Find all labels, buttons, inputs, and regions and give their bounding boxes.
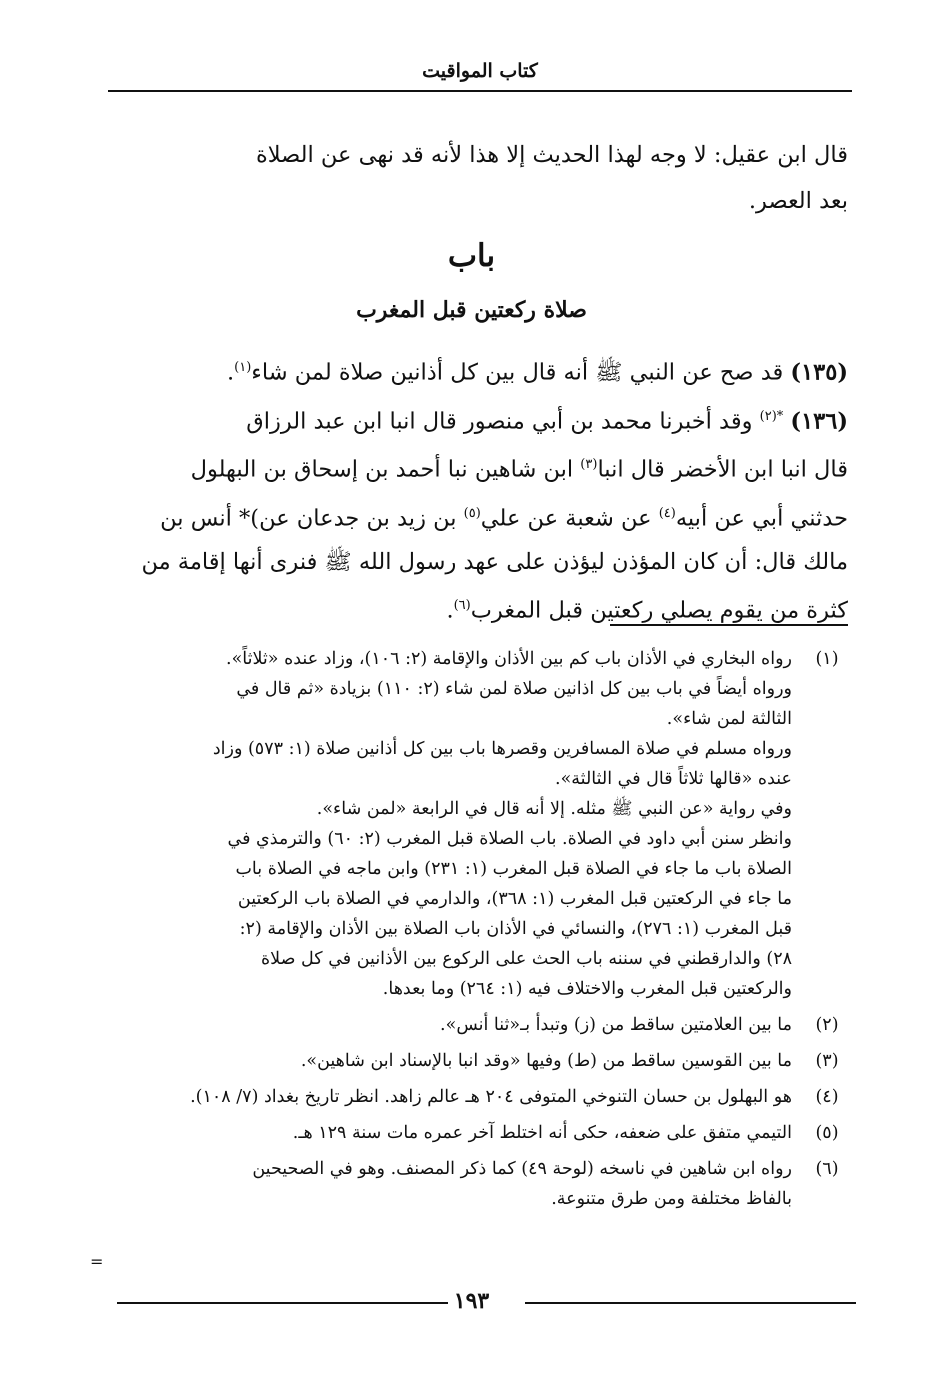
hadith-135 — [95, 346, 848, 395]
footnote-line: رواه البخاري في الأذان باب كم بين الأذان والإقامة (٢: ١٠٦)، وزاد عنده «ثلاثاً». — [226, 649, 792, 669]
hadith-136-line — [95, 443, 848, 492]
footnote-number: (٢) — [815, 1015, 839, 1035]
footnote-line: ٢٨) والدارقطني في سننه باب الحث على الركوع بين الأذانين في كل صلاة — [261, 949, 792, 969]
footnote-separator — [610, 624, 848, 626]
footnote-line: رواه ابن شاهين في ناسخه (لوحة ٤٩) كما ذكر المصنف. وهو في الصحيحين — [252, 1159, 792, 1179]
footnote-line: والركعتين قبل المغرب والاختلاف فيه (١: ٢٦٤) وما بعدها. — [382, 979, 792, 999]
hadith-text: مالك قال: أن كان المؤذن ليؤذن على عهد رسول الله ﷺ فنرى أنها إقامة من — [141, 549, 848, 575]
footnote-ref: (٤) — [658, 505, 676, 521]
footnote-line: التيمي متفق على ضعفه، حكى أنه اختلط آخر عمره مات سنة ١٢٩ هـ. — [292, 1123, 792, 1143]
footnote-line: بالفاظ مختلفة ومن طرق متنوعة. — [551, 1189, 792, 1209]
footnote-ref: (٦) — [453, 598, 471, 613]
footnote-ref: (٢) — [759, 408, 777, 424]
footnote-number: (٣) — [815, 1051, 839, 1071]
hadith-text: حدثني أبي عن أبيه — [675, 505, 848, 531]
hadith-number: (١٣٦) — [790, 408, 848, 434]
header-rule — [108, 90, 852, 92]
hadith-136-line — [95, 492, 848, 541]
hadith-text: بن زيد بن جدعان عن)* أنس بن — [160, 505, 464, 531]
footnote-line: ما بين العلامتين ساقط من (ز) وتبدأ بـ«ثنا أنس». — [440, 1015, 792, 1035]
bracket-mark: * — [776, 408, 784, 424]
footnote-2 — [110, 1010, 848, 1040]
footnote-line: وانظر سنن أبي داود في الصلاة. باب الصلاة قبل المغرب (٢: ٦٠) والترمذي في — [227, 829, 792, 849]
hadith-text: قد صح عن النبي ﷺ أنه قال بين كل أذانين صلاة لمن شاء — [251, 359, 784, 386]
footnote-number: (١) — [815, 649, 839, 669]
footnote-number: (٦) — [815, 1159, 839, 1179]
intro-line: قال ابن عقيل: لا وجه لهذا الحديث إلا هذا لأنه قد نهى عن الصلاة — [255, 142, 848, 168]
footnote-line: ما جاء في الركعتين قبل المغرب (١: ٣٦٨)، والدارمي في الصلاة باب الركعتين — [237, 889, 792, 909]
footnote-4 — [110, 1082, 848, 1112]
footnote-line: وفي رواية «عن النبي ﷺ مثله. إلا أنه قال في الرابعة «لمن شاء». — [316, 799, 792, 819]
footnote-line: عنده «قالها ثلاثاً قال في الثالثة». — [555, 769, 792, 789]
punctuation: . — [446, 597, 454, 624]
footnote-line: ورواه مسلم في صلاة المسافرين وقصرها باب بين كل أذانين صلاة (١: ٥٧٣) وزاد — [212, 739, 792, 759]
footnote-ref: (١) — [234, 360, 252, 375]
hadith-text: قال انبا ابن الأخضر قال انبا — [597, 456, 848, 483]
chapter-title: صلاة ركعتين قبل المغرب — [356, 297, 587, 323]
footnote-line: الثالثة لمن شاء». — [666, 709, 792, 729]
continuation-mark: = — [90, 1252, 104, 1271]
hadith-text: عن شعبة عن علي — [480, 505, 659, 531]
footnote-line: ورواه أيضاً في باب بين كل اذانين صلاة لمن شاء (٢: ١١٠) بزيادة «ثم قال في — [236, 679, 792, 699]
footnote-1 — [110, 644, 848, 1004]
footnote-5 — [110, 1118, 848, 1148]
chapter-heading: باب — [447, 238, 496, 274]
footnote-6 — [110, 1154, 848, 1214]
footnote-ref: (٥) — [463, 505, 481, 521]
footnote-line: هو البهلول بن حسان التنوخي المتوفى ٢٠٤ هـ عالم زاهد. انظر تاريخ بغداد (٧/ ١٠٨). — [190, 1087, 792, 1107]
hadith-136-line — [95, 540, 848, 584]
intro-paragraph — [108, 132, 848, 224]
hadith-text: ابن شاهين نبا أحمد بن إسحاق بن البهلول — [190, 456, 581, 483]
footer-rule-right — [525, 1302, 856, 1304]
hadith-136-line — [95, 395, 848, 444]
footnote-line: قبل المغرب (١: ٢٧٦)، والنسائي في الأذان باب الصلاة بين الأذان والإقامة (٢: — [239, 919, 792, 939]
footnote-line: الصلاة باب ما جاء في الصلاة قبل المغرب (١: ٢٣١) وابن ماجه في الصلاة باب — [235, 859, 792, 879]
intro-line: بعد العصر. — [748, 188, 848, 214]
running-head-title: كتاب المواقيت — [422, 60, 538, 82]
footnote-line: ما بين القوسين ساقط من (ط) وفيها «وقد انبا بالإسناد ابن شاهين». — [300, 1051, 792, 1071]
footnote-3 — [110, 1046, 848, 1076]
footnote-number: (٤) — [815, 1087, 839, 1107]
page-number: ١٩٣ — [453, 1288, 490, 1314]
punctuation: . — [227, 359, 235, 386]
hadith-text: وقد أخبرنا محمد بن أبي منصور قال انبا ابن عبد الرزاق — [246, 408, 760, 434]
hadith-number: (١٣٥) — [790, 359, 848, 386]
footnotes — [110, 644, 848, 1214]
footnote-number: (٥) — [815, 1123, 839, 1143]
hadith-body — [95, 346, 848, 633]
footnote-ref: (٣) — [580, 457, 598, 472]
hadith-text: كثرة من يقوم يصلي ركعتين قبل المغرب — [470, 597, 848, 624]
